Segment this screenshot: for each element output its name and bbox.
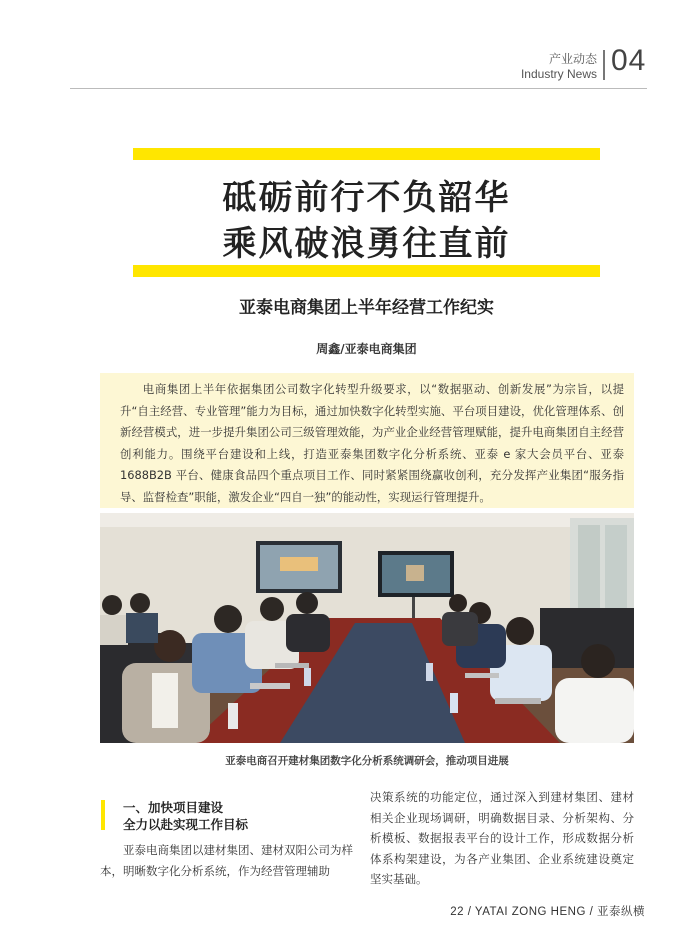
article-summary: 电商集团上半年依据集团公司数字化转型升级要求，以“数据驱动、创新发展”为宗旨，以提升“自主经营、专业管理”能力为目标，通过加快数字化转型实施、平台项目建设，优化管理体系、创新经营模式，进一步提升集团公司三级管理效能，为产业企业经营管理赋能，提升电商集团自主经营创利能力。围绕平台建设和上线，打造亚泰集团数字化分析系统、亚泰 e 家大会员平台、亚泰 1688B2B 平台、健康食品四个重点项目工作、同时紧紧围绕赢收创利，充分发挥产业集团“服务指导、监督检查”职能，激发企业“四自一独”的能动性，实现运行管理提升。 — [100, 373, 634, 508]
section-heading-line1: 一、加快项目建设 — [123, 800, 224, 815]
body-text-left: 亚泰电商集团以建材集团、建材双阳公司为样本，明晰数字化分析系统，作为经营管理辅助 — [100, 843, 353, 878]
page-section-number: 04 — [611, 44, 647, 77]
article-title-line2: 乘风破浪勇往直前 — [222, 224, 511, 264]
header-rule — [70, 88, 647, 89]
section-heading-line2: 全力以赴实现工作目标 — [123, 817, 249, 832]
title-bottom-bar — [133, 265, 600, 277]
header-divider — [603, 50, 605, 80]
title-top-bar — [133, 148, 600, 160]
body-text-right: 决策系统的功能定位，通过深入到建材集团、建材相关企业现场调研，明确数据目录、分析架构、分析模板、数据报表平台的设计工作，形成数据分析体系构架建设，为各产业集团、企业系统建设奠定坚实基础。 — [370, 790, 634, 886]
article-subtitle: 亚泰电商集团上半年经营工作纪实 — [239, 298, 494, 318]
page-footer: 22 / YATAI ZONG HENG / 亚泰纵横 — [450, 906, 645, 918]
meeting-photo — [100, 513, 634, 743]
section-label-cn: 产业动态 — [548, 52, 597, 66]
section-label-en: Industry News — [520, 67, 597, 81]
article-byline: 周鑫/亚泰电商集团 — [316, 342, 417, 356]
article-title-line1: 砥砺前行不负韶华 — [222, 178, 511, 218]
section-heading-bar — [101, 800, 105, 830]
photo-caption: 亚泰电商召开建材集团数字化分析系统调研会，推动项目进展 — [225, 755, 509, 767]
